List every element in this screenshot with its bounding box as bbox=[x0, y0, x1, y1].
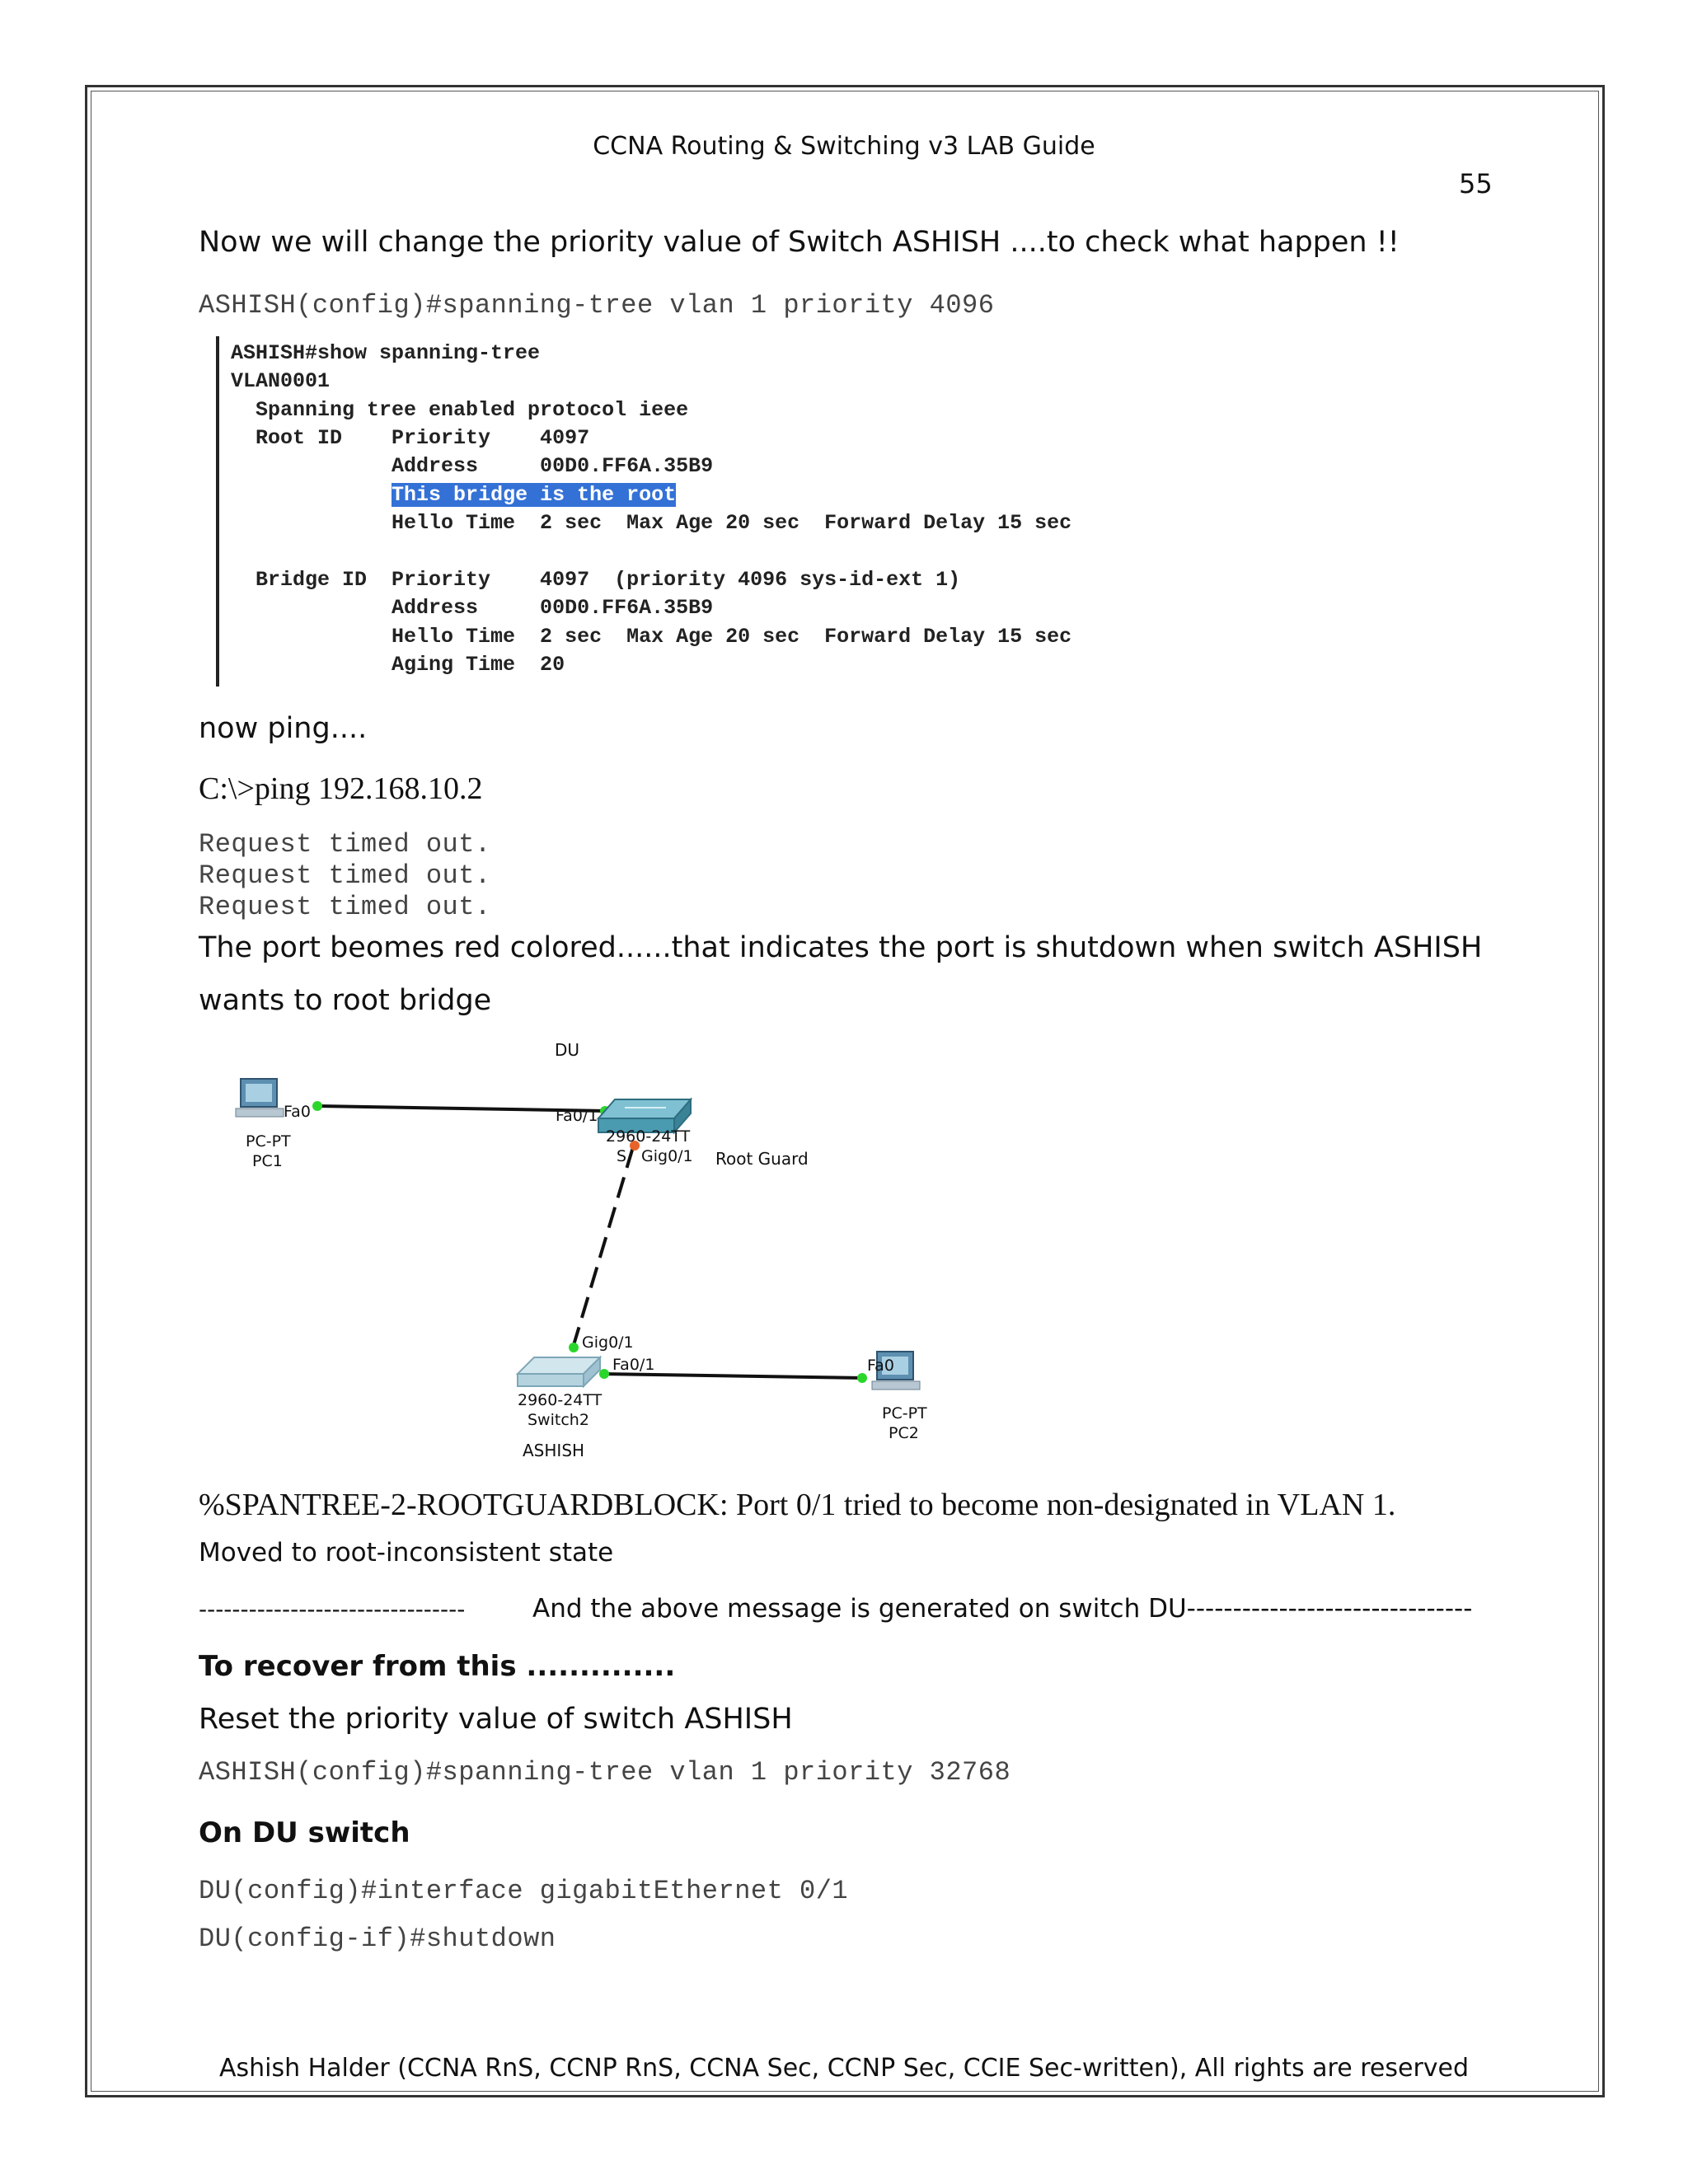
divider-text: And the above message is generated on switch DU------------------------------- bbox=[532, 1594, 1473, 1624]
pc1-port-label: Fa0 bbox=[284, 1103, 311, 1121]
link-light-pc1 bbox=[312, 1101, 322, 1111]
recover-heading: To recover from this .............. bbox=[199, 1650, 676, 1683]
terminal-line: Hello Time 2 sec Max Age 20 sec Forward Delay 15 sec bbox=[231, 625, 1072, 649]
terminal-line: VLAN0001 bbox=[231, 369, 331, 393]
ashish-label: ASHISH bbox=[523, 1441, 585, 1460]
link-light-sw2-gig bbox=[569, 1343, 579, 1352]
root-guard-label: Root Guard bbox=[715, 1149, 809, 1169]
pc2-name-label: PC2 bbox=[889, 1424, 919, 1442]
sw2-name-label: Switch2 bbox=[528, 1411, 589, 1429]
terminal-line: Aging Time 20 bbox=[231, 653, 565, 677]
red-port-text-cont: wants to root bridge bbox=[199, 984, 492, 1017]
sw2-gig-port-label: Gig0/1 bbox=[582, 1333, 634, 1352]
terminal-line: Spanning tree enabled protocol ieee bbox=[231, 398, 689, 422]
intro-text: Now we will change the priority value of Switch ASHISH ....to check what happen !! bbox=[199, 226, 1400, 259]
now-ping-text: now ping.... bbox=[199, 712, 368, 745]
sw2-fa-port-label: Fa0/1 bbox=[612, 1356, 655, 1374]
terminal-line: Root ID Priority 4097 bbox=[231, 426, 590, 450]
du-label: DU bbox=[555, 1040, 580, 1060]
du-model-label: 2960-24TT bbox=[606, 1127, 691, 1146]
page-footer: Ashish Halder (CCNA RnS, CCNP RnS, CCNA Sec, CCNP Sec, CCIE Sec-written), All rights are reserved bbox=[218, 2054, 1470, 2083]
pc1-name-label: PC1 bbox=[252, 1152, 283, 1170]
du-shutdown-command: DU(config-if)#shutdown bbox=[199, 1924, 556, 1954]
du-fa-port-label: Fa0/1 bbox=[556, 1107, 598, 1125]
terminal-screenshot bbox=[216, 336, 1250, 687]
terminal-line: Bridge ID Priority 4097 (priority 4096 sys-id-ext 1) bbox=[231, 568, 961, 592]
red-port-text: The port beomes red colored......that indicates the port is shutdown when switch ASHISH bbox=[199, 931, 1483, 964]
link-light-pc2 bbox=[857, 1373, 867, 1383]
priority-command: ASHISH(config)#spanning-tree vlan 1 priority 4096 bbox=[199, 290, 995, 321]
divider-left: -------------------------------- bbox=[199, 1596, 466, 1623]
page-number: 55 bbox=[1459, 168, 1493, 199]
page-header: CCNA Routing & Switching v3 LAB Guide bbox=[593, 132, 1095, 161]
terminal-line: Address 00D0.FF6A.35B9 bbox=[231, 454, 714, 478]
du-name-partial: S bbox=[617, 1147, 627, 1165]
du-interface-command: DU(config)#interface gigabitEthernet 0/1 bbox=[199, 1876, 849, 1906]
on-du-heading: On DU switch bbox=[199, 1816, 410, 1849]
pc1-icon bbox=[236, 1079, 284, 1117]
priority-reset-command: ASHISH(config)#spanning-tree vlan 1 priority 32768 bbox=[199, 1757, 1011, 1788]
ping-output-line: Request timed out. bbox=[199, 829, 491, 860]
reset-text: Reset the priority value of switch ASHISH bbox=[199, 1703, 793, 1736]
highlighted-root-text: This bridge is the root bbox=[392, 483, 677, 507]
pc2-port-label: Fa0 bbox=[867, 1357, 894, 1375]
pc2-type-label: PC-PT bbox=[882, 1404, 927, 1422]
link-light-sw2-fa bbox=[599, 1369, 609, 1379]
network-topology-diagram bbox=[221, 1040, 963, 1469]
pc1-type-label: PC-PT bbox=[246, 1132, 291, 1151]
terminal-line-root bbox=[231, 483, 676, 507]
spantree-message: %SPANTREE-2-ROOTGUARDBLOCK: Port 0/1 tried to become non-designated in VLAN 1. bbox=[199, 1488, 1396, 1522]
ping-command: C:\>ping 192.168.10.2 bbox=[199, 771, 483, 806]
du-gig-port-label: Gig0/1 bbox=[641, 1147, 693, 1165]
terminal-line: ASHISH#show spanning-tree bbox=[231, 341, 541, 365]
switch2-icon bbox=[518, 1357, 600, 1386]
spantree-message-cont: Moved to root-inconsistent state bbox=[199, 1538, 614, 1568]
link-switch2-pc2 bbox=[602, 1374, 864, 1378]
link-du-switch2 bbox=[571, 1147, 633, 1353]
ping-output-line: Request timed out. bbox=[199, 892, 491, 922]
ping-output-line: Request timed out. bbox=[199, 860, 491, 891]
terminal-line: Hello Time 2 sec Max Age 20 sec Forward Delay 15 sec bbox=[231, 511, 1072, 535]
terminal-line: Address 00D0.FF6A.35B9 bbox=[231, 596, 714, 620]
sw2-model-label: 2960-24TT bbox=[518, 1391, 603, 1409]
